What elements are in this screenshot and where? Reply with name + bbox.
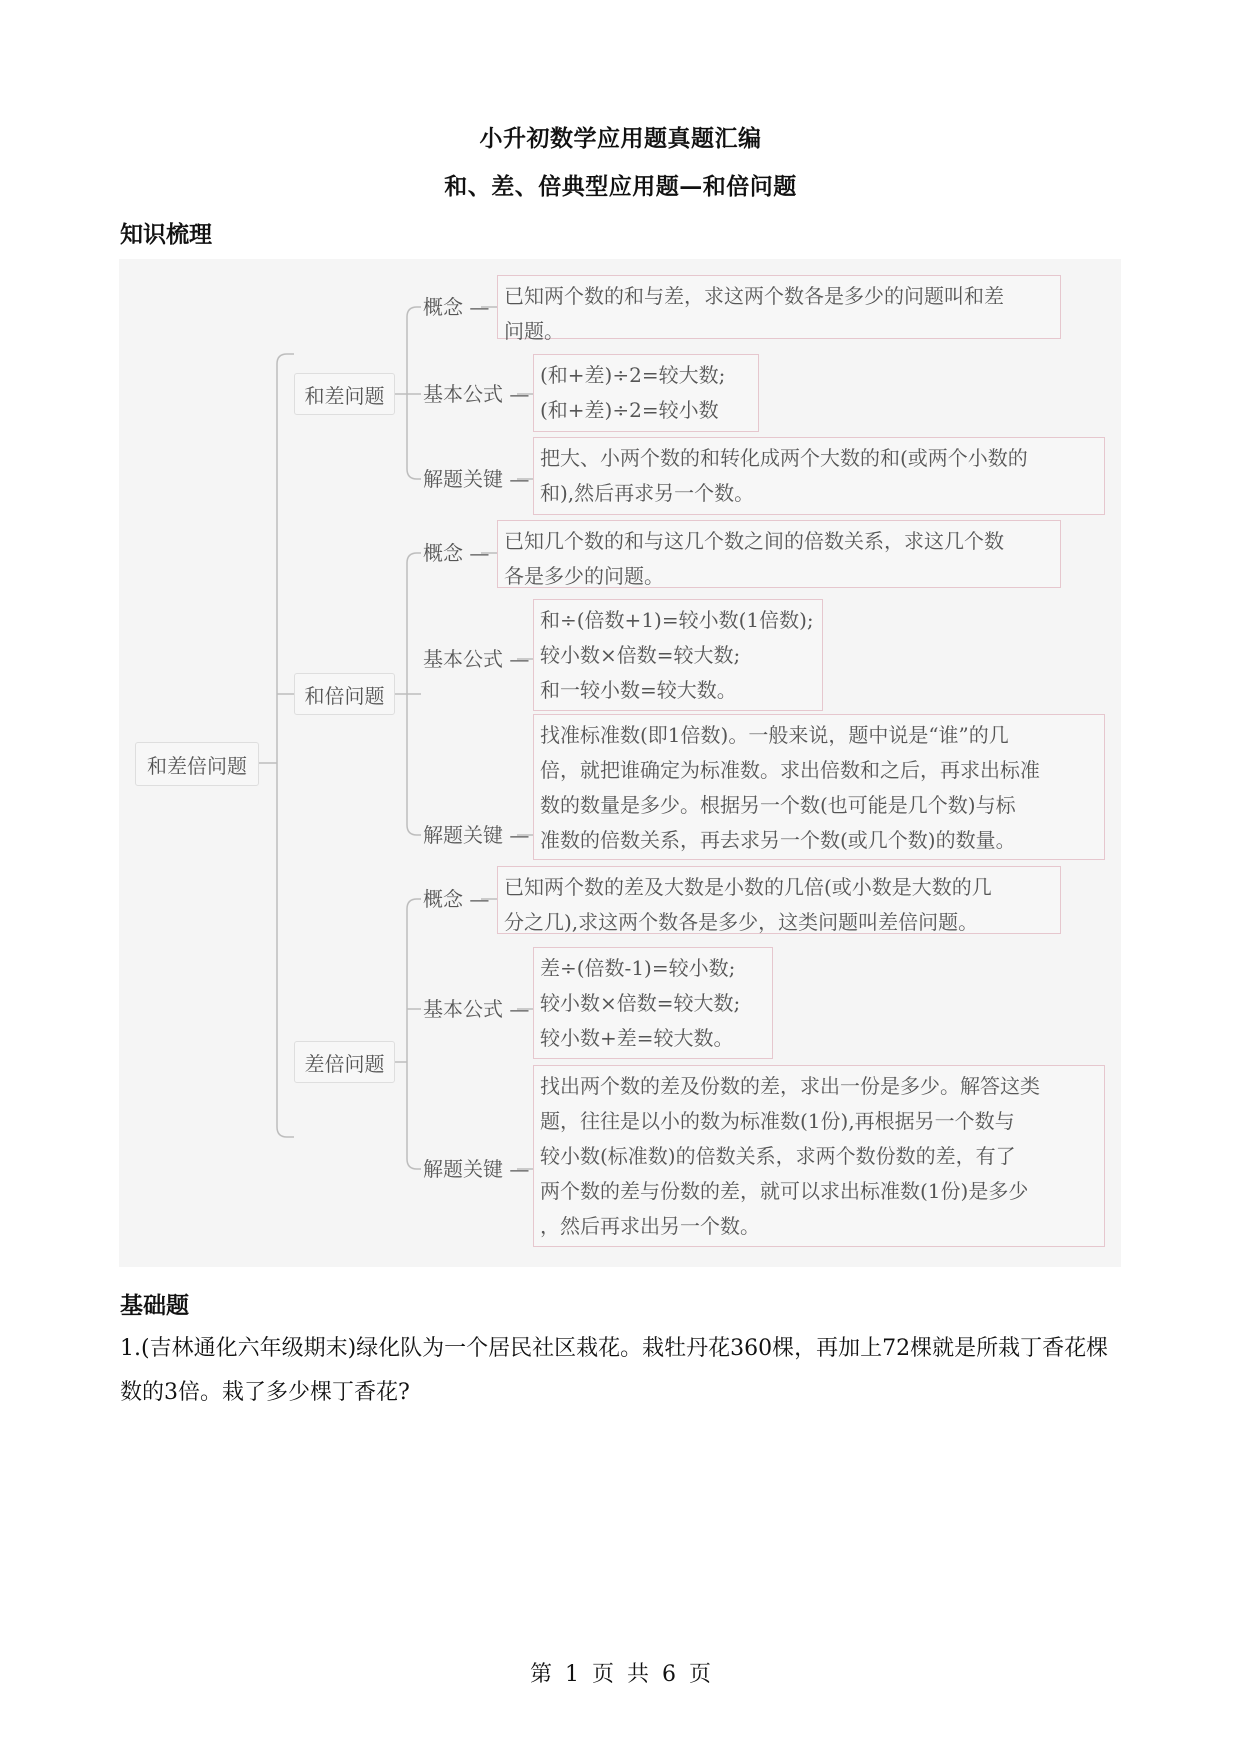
box-line: 准数的倍数关系，再去求另一个数(或几个数)的数量。 [540, 828, 1016, 852]
box-line: ，然后再求出另一个数。 [540, 1214, 760, 1238]
box-line: 两个数的差与份数的差，就可以求出标准数(1份)是多少 [540, 1179, 1029, 1203]
formula-box [533, 947, 773, 1059]
concept-box [497, 520, 1061, 588]
label-key: 解题关键 — [423, 1157, 530, 1181]
document-subtitle: 和、差、倍典型应用题—和倍问题 [444, 173, 797, 200]
mind-map [119, 259, 1121, 1267]
box-line: 和),然后再求另一个数。 [540, 481, 755, 505]
box-line: 找准标准数(即1倍数)。一般来说，题中说是“谁”的几 [540, 723, 1009, 747]
box-line: 把大、小两个数的和转化成两个大数的和(或两个小数的 [540, 446, 1028, 470]
box-line: 已知两个数的和与差，求这两个数各是多少的问题叫和差 [504, 284, 1004, 308]
box-line: (和+差)÷2=较大数; [540, 363, 726, 387]
box-line: 题，往往是以小的数为标准数(1份),再根据另一个数与 [540, 1109, 1015, 1133]
formula-box [533, 354, 759, 432]
section-basic-title: 基础题 [120, 1292, 189, 1319]
label-concept: 概念 — [423, 887, 490, 911]
label-concept: 概念 — [423, 541, 490, 565]
label-key: 解题关键 — [423, 823, 530, 847]
box-line: 较小数×倍数=较大数; [540, 643, 741, 667]
mind-map-root: 和差倍问题 [135, 742, 259, 786]
box-line: 和一较小数=较大数。 [540, 678, 737, 702]
label-key: 解题关键 — [423, 467, 530, 491]
branch-node-difference-multiple: 差倍问题 [294, 1041, 395, 1083]
question-1: 1.(吉林通化六年级期末)绿化队为一个居民社区栽花。栽牡丹花360棵，再加上72棵就是所栽丁香花棵数的3倍。栽了多少棵丁香花? [120, 1336, 1109, 1405]
page-footer: 第 1 页 共 6 页 [530, 1662, 711, 1687]
concept-box [497, 275, 1061, 343]
box-line: 差÷(倍数-1)=较小数; [540, 956, 736, 980]
box-line: 数的数量是多少。根据另一个数(也可能是几个数)与标 [540, 793, 1016, 817]
box-line: 较小数×倍数=较大数; [540, 991, 741, 1015]
document-title: 小升初数学应用题真题汇编 [479, 125, 762, 152]
label-formula: 基本公式 — [423, 997, 530, 1021]
label-formula: 基本公式 — [423, 647, 530, 671]
key-box [533, 714, 1105, 860]
label-concept: 概念 — [423, 295, 490, 319]
box-line: 较小数(标准数)的倍数关系，求两个数份数的差，有了 [540, 1144, 1016, 1168]
key-box [533, 1065, 1105, 1247]
box-line: 倍，就把谁确定为标准数。求出倍数和之后，再求出标准 [540, 758, 1040, 782]
label-formula: 基本公式 — [423, 382, 530, 406]
box-line: (和+差)÷2=较小数 [540, 398, 719, 422]
box-line: 找出两个数的差及份数的差，求出一份是多少。解答这类 [540, 1074, 1040, 1098]
box-line: 已知两个数的差及大数是小数的几倍(或小数是大数的几 [504, 875, 992, 899]
box-line: 问题。 [504, 319, 564, 343]
section-knowledge-title: 知识梳理 [120, 221, 212, 248]
box-line: 已知几个数的和与这几个数之间的倍数关系，求这几个数 [504, 529, 1004, 553]
box-line: 和÷(倍数+1)=较小数(1倍数); [540, 608, 814, 632]
concept-box [497, 866, 1061, 934]
box-line: 分之几),求这两个数各是多少，这类问题叫差倍问题。 [504, 910, 979, 934]
formula-box [533, 599, 823, 711]
branch-node-sum-difference: 和差问题 [294, 373, 395, 415]
branch-node-sum-multiple: 和倍问题 [294, 673, 395, 715]
box-line: 各是多少的问题。 [504, 564, 664, 588]
box-line: 较小数+差=较大数。 [540, 1026, 734, 1050]
key-box [533, 437, 1105, 515]
